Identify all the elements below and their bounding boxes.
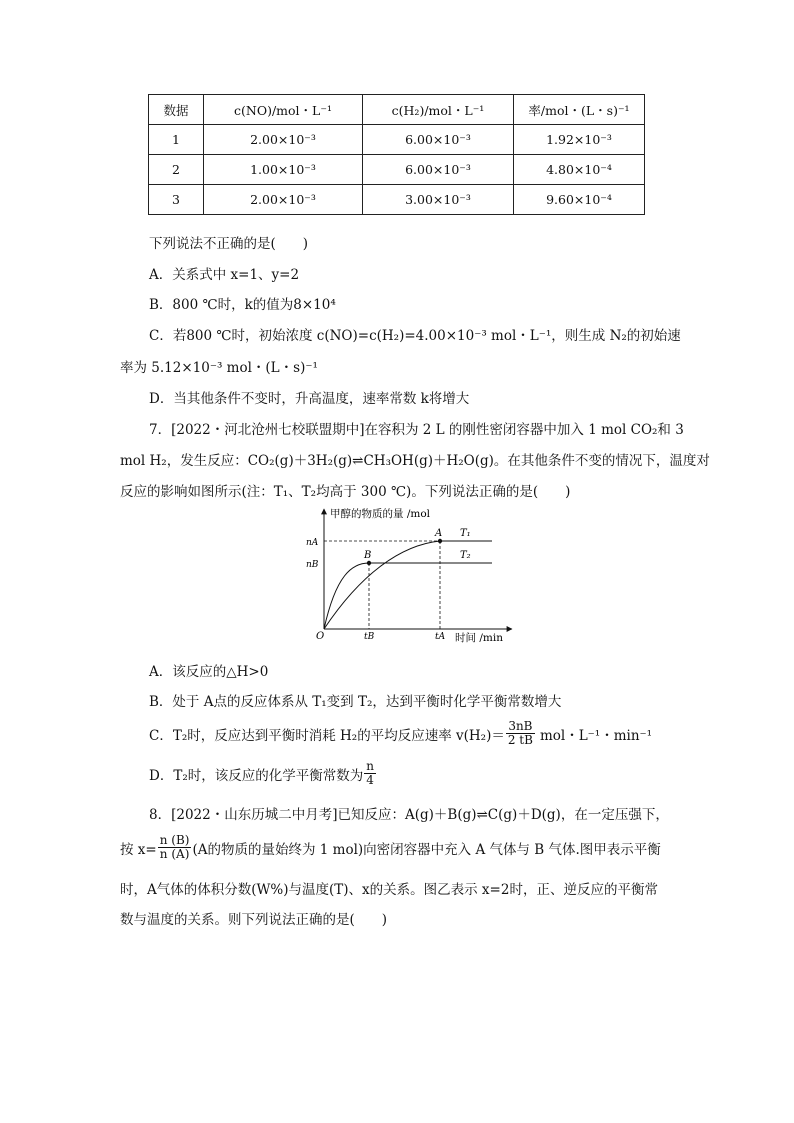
y-axis-label: 甲醇的物质的量 /mol xyxy=(330,508,431,520)
origin-label: O xyxy=(316,631,325,642)
table-cell: 1.92×10⁻³ xyxy=(514,125,645,155)
table-row xyxy=(149,185,645,215)
table-row xyxy=(149,155,645,185)
q7-option-c-fraction xyxy=(506,720,535,747)
q8-line2-pre: 按 x= xyxy=(120,841,157,858)
q8-line4: 数与温度的关系。则下列说法正确的是( ) xyxy=(120,912,388,928)
point-b-label: B xyxy=(364,550,372,561)
q6-option-c-line1: C．若800 ℃时，初始浓度 c(NO)=c(H₂)=4.00×10⁻³ mol・L⁻¹，则生成 N₂的初始速 xyxy=(149,328,681,344)
table-cell: 1 xyxy=(149,125,204,155)
table-row xyxy=(149,125,645,155)
fraction-denominator: 4 xyxy=(366,773,374,787)
q7-option-c-text: C．T₂时，反应达到平衡时消耗 H₂的平均反应速率 v(H₂)＝ xyxy=(149,727,505,744)
table-cell: 6.00×10⁻³ xyxy=(363,155,514,185)
q7-line3: 反应的影响如图所示(注：T₁、T₂均高于 300 ℃)。下列说法正确的是( ) xyxy=(120,484,571,500)
x-tick-tb: tB xyxy=(364,632,375,642)
table-cell: 9.60×10⁻⁴ xyxy=(514,185,645,215)
q6-option-a: A．关系式中 x=1、y=2 xyxy=(149,267,300,283)
q6-option-d: D．当其他条件不变时，升高温度，速率常数 k将增大 xyxy=(149,391,470,407)
table-cell: 1.00×10⁻³ xyxy=(204,155,363,185)
table-cell: 6.00×10⁻³ xyxy=(363,125,514,155)
table-cell: 2 xyxy=(149,155,204,185)
q8-line3: 时，A气体的体积分数(W%)与温度(T)、x的关系。图乙表示 x=2时，正、逆反应的平衡常 xyxy=(120,882,658,898)
fraction-numerator: n xyxy=(366,759,374,773)
q8-line1: 8．[2022・山东历城二中月考]已知反应：A(g)＋B(g)⇌C(g)＋D(g)，在一定压强下， xyxy=(149,807,669,823)
legend-t2: T₂ xyxy=(460,550,471,561)
data-table xyxy=(148,94,645,215)
q7-option-d xyxy=(149,760,377,787)
y-tick-na: nA xyxy=(306,538,319,548)
q7-option-c xyxy=(149,720,652,747)
x-axis-label: 时间 /min xyxy=(455,632,503,644)
fraction-denominator: 2 tB xyxy=(507,733,533,747)
q8-line2 xyxy=(120,834,661,861)
header-cell: c(H₂)/mol・L⁻¹ xyxy=(363,95,514,125)
q7-option-a: A．该反应的△H>0 xyxy=(149,664,269,680)
table-cell: 4.80×10⁻⁴ xyxy=(514,155,645,185)
q8-line2-post: (A的物质的量始终为 1 mol)向密闭容器中充入 A 气体与 B 气体.图甲表示平衡 xyxy=(192,841,661,858)
point-a-label: A xyxy=(435,528,443,539)
header-cell: 率/mol・(L・s)⁻¹ xyxy=(514,95,645,125)
q7-option-d-fraction xyxy=(364,760,376,787)
table-cell: 2.00×10⁻³ xyxy=(204,125,363,155)
q7-option-d-text: D．T₂时，该反应的化学平衡常数为 xyxy=(149,767,364,784)
q8-x-fraction xyxy=(158,834,192,861)
q7-line2: mol H₂，发生反应：CO₂(g)＋3H₂(g)⇌CH₃OH(g)＋H₂O(g)。在其他条件不变的情况下，温度对 xyxy=(120,453,710,469)
table-cell: 2.00×10⁻³ xyxy=(204,185,363,215)
q6-stem: 下列说法不正确的是( ) xyxy=(149,236,309,252)
point-a xyxy=(438,539,442,543)
q7-option-b: B．处于 A点的反应体系从 T₁变到 T₂，达到平衡时化学平衡常数增大 xyxy=(149,694,562,710)
table-header-row xyxy=(149,95,645,125)
header-cell: c(NO)/mol・L⁻¹ xyxy=(204,95,363,125)
fraction-numerator: 3nB xyxy=(508,719,533,733)
table-cell: 3.00×10⁻³ xyxy=(363,185,514,215)
q7-line1: 7．[2022・河北沧州七校联盟期中]在容积为 2 L 的刚性密闭容器中加入 1 mol CO₂和 3 xyxy=(149,422,684,438)
legend-t1: T₁ xyxy=(460,528,471,539)
x-tick-ta: tA xyxy=(435,632,446,642)
q6-option-b: B．800 ℃时，k的值为8×10⁴ xyxy=(149,297,336,313)
fraction-denominator: n (A) xyxy=(159,847,190,861)
header-cell: 数据 xyxy=(149,95,204,125)
y-tick-nb: nB xyxy=(306,560,319,570)
q7-option-c-unit: mol・L⁻¹・min⁻¹ xyxy=(539,727,653,744)
q6-option-c-line2: 率为 5.12×10⁻³ mol・(L・s)⁻¹ xyxy=(120,360,318,376)
table-cell: 3 xyxy=(149,185,204,215)
fraction-numerator: n (B) xyxy=(159,833,190,847)
methanol-chart xyxy=(300,505,515,645)
point-b xyxy=(367,561,371,565)
